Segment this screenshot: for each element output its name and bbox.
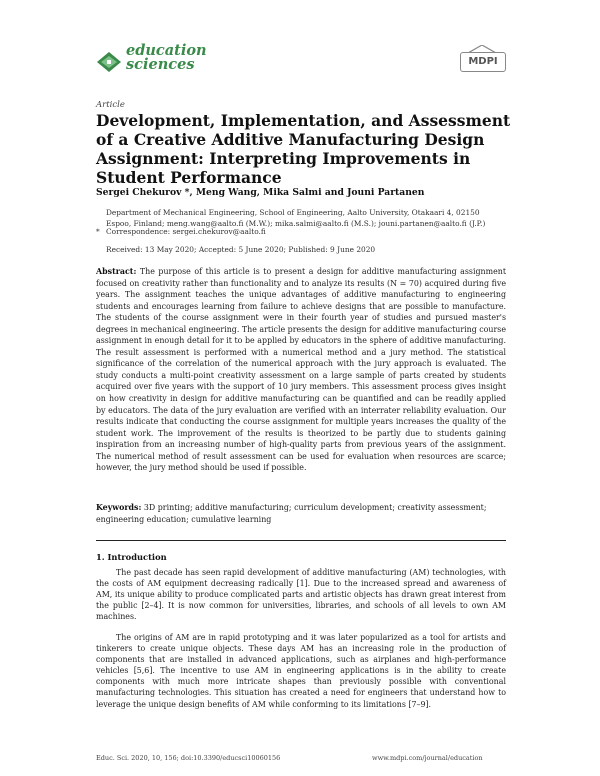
authors: Sergei Chekurov *, Meng Wang, Mika Salmi and Jouni Partanen [96,187,425,198]
publisher-logo: MDPI [460,52,506,72]
keywords [96,502,506,525]
journal-name [126,44,207,72]
abstract [96,266,506,474]
abstract-text: The purpose of this article is to present a design for additive manufacturing assignment focused on creativity rather than functionality and to analyze its results (N = 70) acquired during five years. The assignment teaches the unique advantages of additive manufacturing to engineering students and encourages learning from failure to achieve designs that are possible to manufacture. The students of the course assignment were in their fourth year of studies and pursued master's degrees in mechanical engineering. The article presents the design for additive manufacturing course assignment in enough detail for it to be applied by educators in the sphere of additive manufacturing. The result assessment is performed with a numerical method and a jury method. The statistical significance of the correlation of the numerical approach with the jury approach is evaluated. The study conducts a multi-point creativity assessment on a large sample of parts created by students acquired over five years with the support of 10 jury members. This assessment process gives insight on how creativity in design for additive manufacturing can be quantified and can be readily applied by educators. The data of the jury evaluation are verified with an interrater reliability evaluation. Our results indicate that conducting the course assignment for multiple years increases the quality of the student work. The improvement of the results is theorized to be partly due to students gaining inspiration from an increasing number of high-quality parts from previous years of the assignment. The numerical method of result assessment can be used for evaluation when resources are scarce; however, the jury method should be used if possible. [96,267,507,473]
footer-citation: Educ. Sci. 2020, 10, 156; doi:10.3390/educsci10060156 [96,754,281,762]
journal-name-line1: education [126,42,207,59]
correspondence-text: Correspondence: sergei.chekurov@aalto.fi [106,227,266,236]
paragraph: The origins of AM are in rapid prototyping and it was later popularized as a tool for artists and tinkerers to create unique objects. These days AM has an increasing role in the production of components that are installed in advanced applications, such as airplanes and high-performance vehicles [5,6]. The incentive to use AM in engineering applications is in the ability to create components with much more intricate shapes than previously possible with conventional manufacturing technologies. This situation has created a need for engineers that understand how to leverage the unique design benefits of AM while conforming to its limitations [7–9]. [96,633,506,709]
footer-url[interactable]: www.mdpi.com/journal/education [372,754,483,762]
journal-logo-icon [96,50,122,74]
keywords-label: Keywords: [96,503,142,512]
section-divider [96,540,506,541]
paragraph: The past decade has seen rapid development of additive manufacturing (AM) technologies, with the costs of AM equipment decreasing radically [1]. Due to the increased spread and awareness of AM, its unique ability to produce complicated parts and artistic objects has drawn great interest from the public [2–4]. It is now common for universities, libraries, and schools of all levels to own AM machines. [96,568,506,622]
abstract-label: Abstract: [96,267,137,276]
journal-name-line2: sciences [126,56,195,73]
section-heading: 1. Introduction [96,552,167,562]
correspondence [96,227,266,236]
paper-title: Development, Implementation, and Assessment of a Creative Additive Manufacturing Design Assignment: Interpreting Improvements in Student Performance [96,111,511,187]
keywords-text: 3D printing; additive manufacturing; curriculum development; creativity assessment; engineering education; cumulative learning [96,503,487,524]
asterisk-marker: * [96,227,100,236]
article-type: Article [96,100,125,110]
affiliation: Department of Mechanical Engineering, School of Engineering, Aalto University, Otakaari 4, 02150 Espoo, Finland; meng.wang@aalto.fi (M.W.); mika.salmi@aalto.fi (M.S.); jouni.partanen@aalto.fi (J.P.) [106,208,486,228]
publication-dates: Received: 13 May 2020; Accepted: 5 June 2020; Published: 9 June 2020 [106,245,376,254]
